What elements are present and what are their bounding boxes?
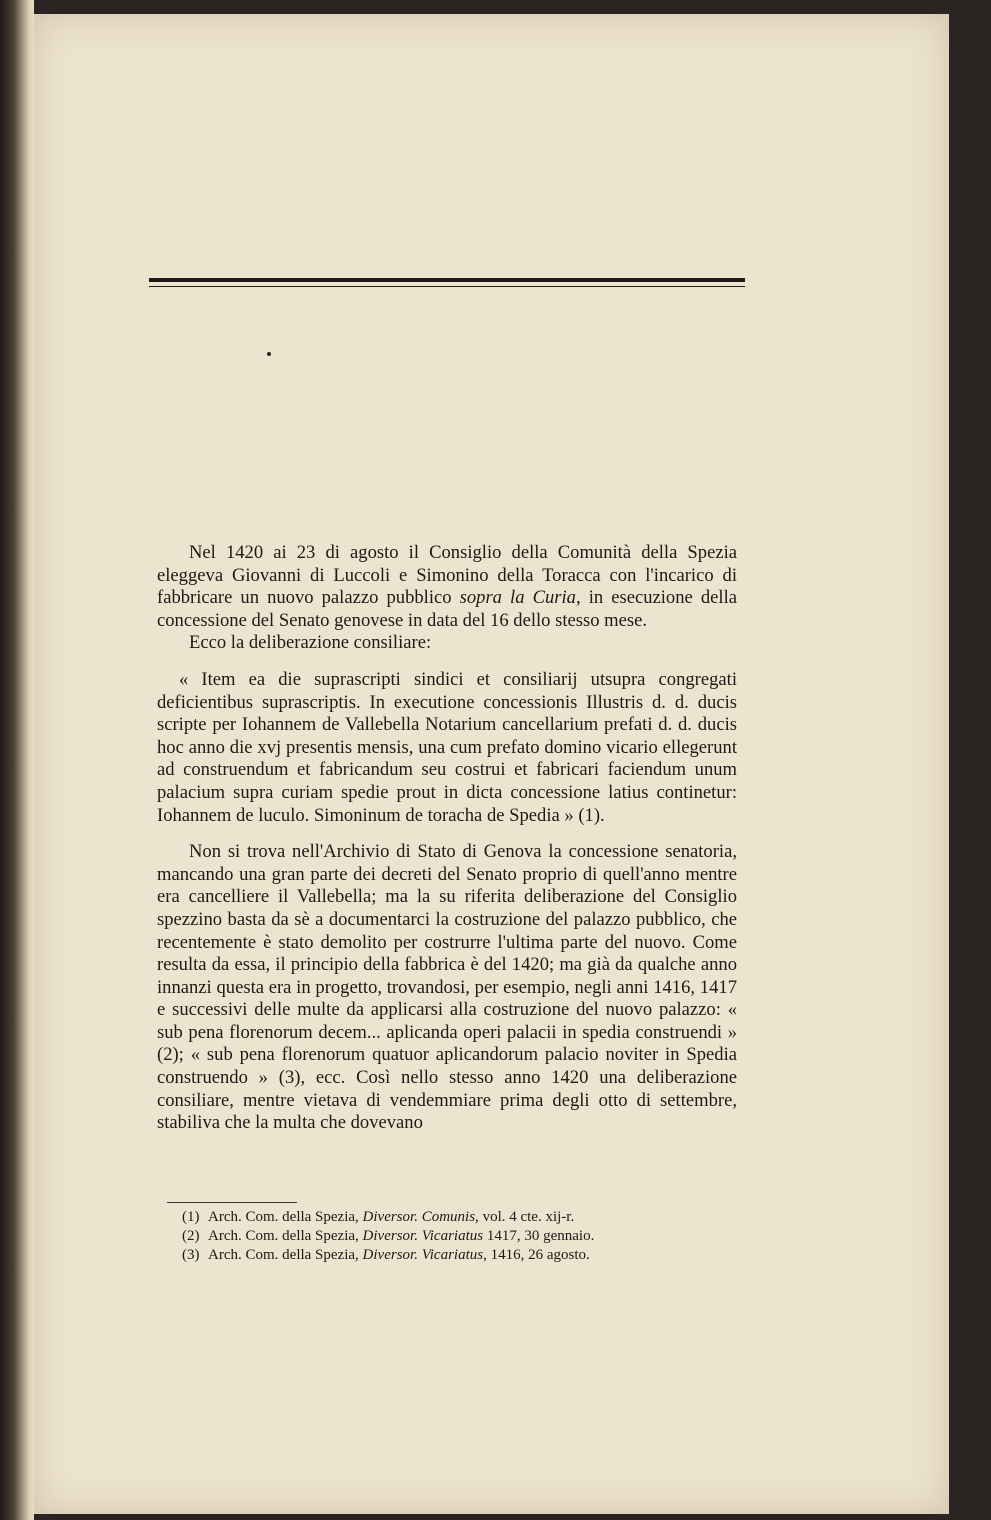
footnote-2: (2) Arch. Com. della Spezia, Diversor. Vicariatus 1417, 30 gennaio. bbox=[182, 1228, 595, 1244]
body-text bbox=[157, 542, 737, 1135]
paragraph-intro: Nel 1420 ai 23 di agosto il Consiglio della Comunità della Spezia eleggeva Giovanni di Luccoli e Simonino della Toracca con l'incarico di fabbricare un nuovo palazzo pubblico sopra la Curia, in esecuzione della concessione del Senato genovese in data del 16 dello stesso mese. bbox=[157, 542, 737, 631]
footnote-3: (3) Arch. Com. della Spezia, Diversor. Vicariatus, 1416, 26 agosto. bbox=[182, 1247, 590, 1263]
paragraph-deliberation-intro: Ecco la deliberazione consiliare: bbox=[189, 632, 432, 654]
latin-quotation: « Item ea die suprascripti sindici et consiliarij utsupra congregati deficientibus suprascriptis. In executione concessionis Illustris d. d. ducis scripte per Iohannem de Vallebella Notarium cancellarium prefati d. d. ducis hoc anno die xvj presentis mensis, una cum prefato domino vicario ellegerunt ad construendum et fabricandum seu costrui et fabricari faciendum unum palacium supra curiam spedie prout in dicta concessione latius continetur: Iohannem de luculo. Simoninum de toracha de Spedia » (1). bbox=[157, 668, 737, 826]
header-rule-thin bbox=[149, 286, 745, 287]
print-mark bbox=[267, 352, 271, 356]
book-spine-edge bbox=[0, 0, 34, 1520]
footnote-rule bbox=[167, 1202, 297, 1203]
italic-phrase: sopra la Curia, bbox=[459, 587, 581, 609]
footnotes bbox=[182, 1208, 742, 1265]
book-page bbox=[34, 14, 949, 1514]
header-rule-thick bbox=[149, 278, 745, 282]
paragraph-archive: Non si trova nell'Archivio di Stato di Genova la concessione senatoria, mancando una gran parte dei decreti del Senato proprio di quell'anno mentre era cancelliere il Vallebella; ma la su riferita deliberazione del Consiglio spezzino basta da sè a documentarci la costruzione del palazzo pubblico, che recentemente è stato demolito per costrurre l'ultima parte del nuovo. Come resulta da essa, il principio della fabbrica è del 1420; ma già da qualche anno innanzi questa era in progetto, trovandosi, per esempio, negli anni 1416, 1417 e successivi delle multe da applicarsi alla costruzione del nuovo palazzo: « sub pena florenorum decem... aplicanda operi palacii in spedia construendi » (2); « sub pena florenorum quatuor aplicandorum palacio noviter in Spedia construendo » (3), ecc. Così nello stesso anno 1420 una deliberazione consiliare, mentre vietava di vendemmiare prima degli otto di settembre, stabiliva che la multa che dovevano bbox=[157, 841, 737, 1134]
footnote-1: (1) Arch. Com. della Spezia, Diversor. Comunis, vol. 4 cte. xij-r. bbox=[182, 1209, 575, 1225]
